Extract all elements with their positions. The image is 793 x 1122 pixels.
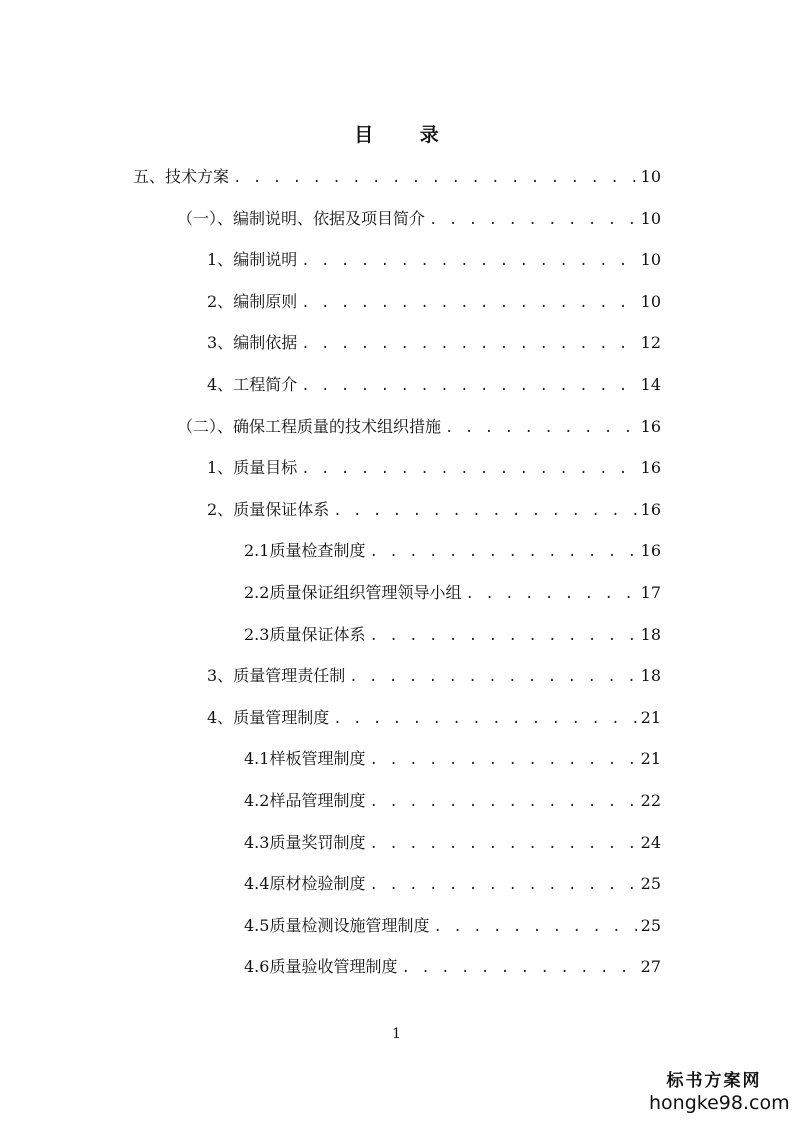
toc-dot-leader <box>369 624 636 648</box>
toc-entry-number: （二）、 <box>177 416 234 436</box>
toc-entry-label: 确保工程质量的技术组织措施 <box>233 416 442 436</box>
toc-entry[interactable] <box>207 248 661 272</box>
toc-entry-number: 2.3 <box>244 624 270 644</box>
toc-entry-label: 质量检查制度 <box>269 541 366 561</box>
toc-entry-number: 4.5 <box>244 915 270 935</box>
toc-entry-page: 10 <box>640 250 661 270</box>
toc-entry-label: 质量目标 <box>233 458 298 478</box>
toc-entry-number: 五、 <box>133 167 166 186</box>
toc-dot-leader <box>349 665 636 689</box>
toc-entry-label: 质量奖罚制度 <box>269 832 366 852</box>
toc-entry[interactable] <box>207 373 661 397</box>
toc-entry-page: 27 <box>640 957 661 977</box>
toc-dot-leader <box>301 457 636 481</box>
toc-entry-number: 4.3 <box>244 832 270 852</box>
toc-entry[interactable] <box>244 914 661 938</box>
toc-entry-number: 4.4 <box>244 874 270 894</box>
toc-entry-label: 样板管理制度 <box>269 749 366 769</box>
toc-entry-page: 18 <box>640 624 661 644</box>
toc-dot-leader <box>369 873 636 897</box>
toc-dot-leader <box>369 790 636 814</box>
toc-entry[interactable] <box>207 456 661 480</box>
toc-entry-page: 18 <box>640 666 661 686</box>
toc-entry-page: 12 <box>640 333 661 353</box>
toc-entry-label: 编制说明 <box>233 250 298 270</box>
toc-entry-page: 25 <box>640 915 661 935</box>
toc-entry-number: 2.1 <box>244 541 270 561</box>
toc-entry-page: 10 <box>640 167 661 186</box>
toc-entry[interactable] <box>207 331 661 355</box>
page-number: 1 <box>392 1026 401 1042</box>
toc-entry-label: 质量保证体系 <box>233 499 330 519</box>
toc-entry-label: 质量保证体系 <box>269 624 366 644</box>
toc-entry[interactable] <box>244 747 661 771</box>
toc-entry[interactable] <box>244 623 661 647</box>
toc-dot-leader <box>301 374 636 398</box>
toc-entry-label: 编制依据 <box>233 333 298 353</box>
watermark-url: hongke98.com <box>649 1092 790 1114</box>
toc-entry-page: 16 <box>640 499 661 519</box>
toc-entry-page: 16 <box>640 416 661 436</box>
toc-entry[interactable] <box>244 955 661 979</box>
watermark-site-name: 标书方案网 <box>666 1071 762 1091</box>
toc-entry-number: 4.6 <box>244 957 270 977</box>
toc-entry-number: 4.1 <box>244 749 270 769</box>
toc-entry-number: 4.2 <box>244 791 270 810</box>
toc-dot-leader <box>333 499 636 523</box>
toc-entry[interactable] <box>207 290 661 314</box>
toc-entry-label: 编制说明、依据及项目简介 <box>233 208 426 228</box>
toc-entry[interactable] <box>244 581 661 605</box>
toc-entry-page: 14 <box>640 375 661 394</box>
toc-entry-page: 16 <box>640 458 661 478</box>
toc-entry-number: 2.2 <box>244 583 270 602</box>
toc-entry[interactable] <box>244 539 661 563</box>
toc-entry-number: 4、 <box>207 707 234 727</box>
toc-entry-page: 17 <box>640 583 661 602</box>
toc-dot-leader <box>333 707 636 731</box>
toc-entry-number: 3、 <box>207 666 234 686</box>
toc-entry-page: 10 <box>640 208 661 228</box>
watermark-logo <box>649 1070 790 1114</box>
toc-entry-page: 16 <box>640 541 661 561</box>
toc-dot-leader <box>401 956 636 980</box>
toc-entry-label: 技术方案 <box>165 167 230 186</box>
toc-entry-number: 3、 <box>207 333 234 353</box>
toc-entry-page: 22 <box>640 791 661 810</box>
toc-entry[interactable] <box>207 664 661 688</box>
toc-entry-label: 质量管理责任制 <box>233 666 346 686</box>
toc-entry-label: 工程简介 <box>233 375 298 394</box>
toc-entry[interactable] <box>177 207 661 231</box>
toc-dot-leader <box>433 915 636 939</box>
toc-entry-page: 24 <box>640 832 661 852</box>
toc-entry[interactable] <box>207 498 661 522</box>
toc-entry[interactable] <box>244 789 661 813</box>
toc-entry-number: 2、 <box>207 499 234 519</box>
toc-entry-label: 编制原则 <box>233 291 298 311</box>
toc-entry-label: 质量验收管理制度 <box>269 957 398 977</box>
toc-entry[interactable] <box>177 415 661 439</box>
toc-dot-leader <box>301 249 636 273</box>
toc-dot-leader <box>445 416 637 440</box>
toc-entry-number: （一）、 <box>177 208 234 228</box>
toc-entry-page: 10 <box>640 291 661 311</box>
toc-dot-leader <box>465 582 636 606</box>
toc-entry-label: 质量检测设施管理制度 <box>269 915 430 935</box>
toc-entry[interactable] <box>244 872 661 896</box>
toc-dot-leader <box>369 540 636 564</box>
toc-entry[interactable] <box>244 831 661 855</box>
toc-entry[interactable] <box>133 165 661 189</box>
toc-entry-label: 质量保证组织管理领导小组 <box>269 583 462 602</box>
toc-entry-number: 4、 <box>207 375 234 394</box>
toc-entry-number: 1、 <box>207 250 234 270</box>
toc-dot-leader <box>429 208 637 232</box>
toc-entry-page: 25 <box>640 874 661 894</box>
toc-entry-label: 原材检验制度 <box>269 874 366 894</box>
toc-entry-label: 样品管理制度 <box>269 791 366 810</box>
toc-dot-leader <box>233 166 637 190</box>
toc-title: 目 录 <box>354 124 459 146</box>
toc-dot-leader <box>369 748 636 772</box>
toc-entry-number: 1、 <box>207 458 234 478</box>
toc-dot-leader <box>301 332 636 356</box>
toc-entry-number: 2、 <box>207 291 234 311</box>
toc-entry-page: 21 <box>640 749 661 769</box>
toc-entry-page: 21 <box>640 707 661 727</box>
toc-entry-label: 质量管理制度 <box>233 707 330 727</box>
toc-entry[interactable] <box>207 706 661 730</box>
toc-dot-leader <box>301 291 636 315</box>
toc-dot-leader <box>369 832 636 856</box>
